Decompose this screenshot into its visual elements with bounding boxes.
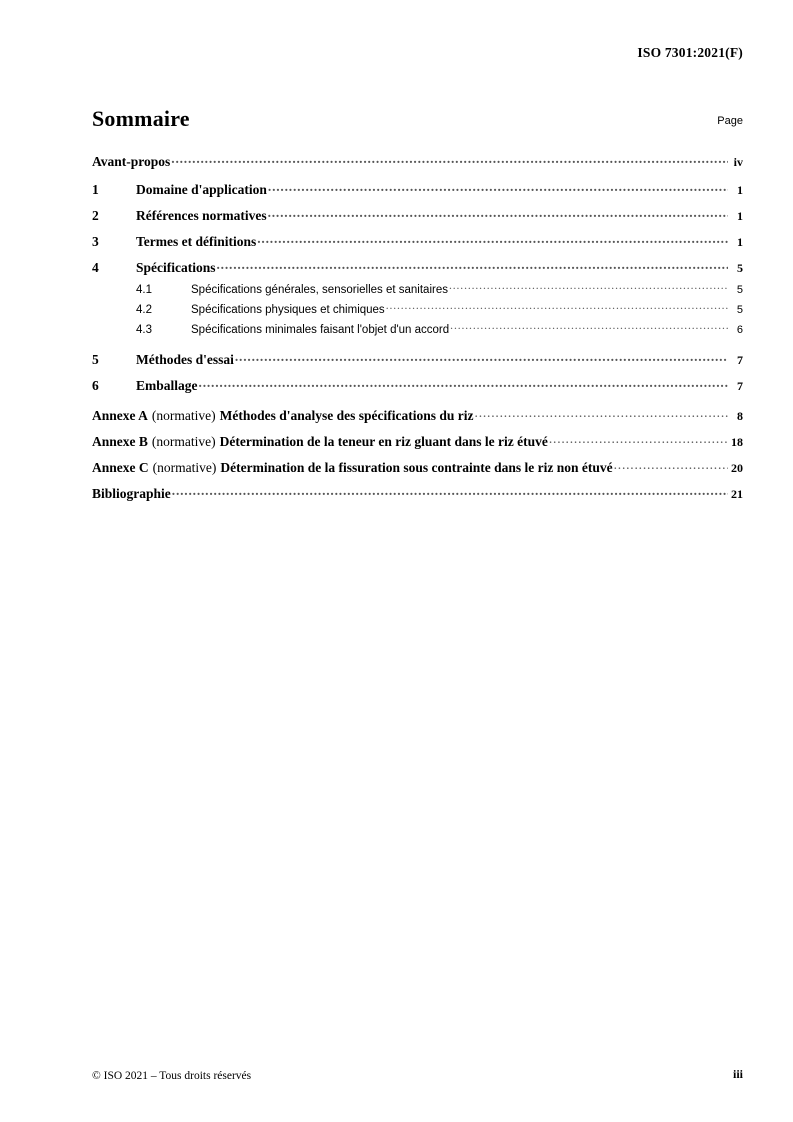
toc-entry-number: 4.3 — [136, 323, 152, 336]
toc-leader — [268, 206, 728, 220]
toc-leader — [268, 180, 728, 194]
toc-entry-label: Spécifications minimales faisant l'objet d'un accord — [191, 323, 450, 336]
toc-entry-page: 7 — [737, 378, 743, 393]
toc-annex-name: Annexe A — [92, 407, 148, 423]
toc-entry-clause-4-2[interactable] — [92, 301, 743, 316]
toc-leader — [235, 350, 728, 364]
toc-entry-number: 2 — [92, 207, 99, 223]
toc-entry-label: Bibliographie — [92, 485, 171, 501]
toc-entry-label: Références normatives — [136, 207, 267, 223]
toc-entry-label: Emballage — [136, 377, 198, 393]
toc-entry-avant-propos[interactable] — [92, 152, 743, 168]
toc-entry-annex-a[interactable] — [92, 406, 743, 422]
toc-leader — [475, 406, 728, 420]
toc-entry-clause-2[interactable] — [92, 206, 743, 222]
toc-entry-clause-4-1[interactable] — [92, 281, 743, 296]
toc-leader — [614, 458, 728, 472]
toc-entry-clause-1[interactable] — [92, 180, 743, 196]
toc-entry-page: 8 — [737, 408, 743, 423]
toc-entry-number: 5 — [92, 351, 99, 367]
toc-entry-clause-4-3[interactable] — [92, 321, 743, 336]
toc-annex-title: Détermination de la teneur en riz gluant dans le riz étuvé — [219, 433, 548, 449]
toc-leader — [199, 376, 728, 390]
toc-entry-page: 7 — [737, 352, 743, 367]
document-identifier: ISO 7301:2021(F) — [637, 45, 743, 60]
toc-entry-page: iv — [733, 154, 743, 169]
toc-entry-annex-c[interactable] — [92, 458, 743, 474]
footer-page-number: iii — [732, 1067, 743, 1081]
toc-entry-number: 3 — [92, 233, 99, 249]
toc-annex-title: Méthodes d'analyse des spécifications du riz — [219, 407, 474, 423]
toc-entry-number: 1 — [92, 181, 99, 197]
toc-entry-label: Avant-propos — [92, 153, 171, 169]
footer-copyright: © ISO 2021 – Tous droits réservés — [92, 1070, 252, 1082]
toc-leader — [386, 301, 728, 313]
toc-entry-label: Spécifications physiques et chimiques — [191, 303, 385, 316]
toc-leader — [257, 232, 728, 246]
toc-entry-annex-b[interactable] — [92, 432, 743, 448]
toc-entry-clause-3[interactable] — [92, 232, 743, 248]
toc-entry-label: Spécifications générales, sensorielles et sanitaires — [191, 283, 448, 296]
toc-entry-page: 1 — [737, 234, 743, 249]
toc-entry-label: Spécifications — [136, 259, 216, 275]
toc-leader — [450, 321, 728, 333]
toc-entry-label: Méthodes d'essai — [136, 351, 234, 367]
toc-annex-name: Annexe C — [92, 459, 149, 475]
toc-leader — [217, 258, 729, 272]
table-of-contents — [92, 152, 743, 508]
toc-entry-page: 5 — [736, 283, 743, 296]
toc-entry-number: 6 — [92, 377, 99, 393]
toc-entry-page: 20 — [731, 460, 743, 475]
toc-entry-label: Termes et définitions — [136, 233, 257, 249]
toc-entry-number: 4 — [92, 259, 99, 275]
toc-entry-page: 1 — [737, 208, 743, 223]
toc-entry-clause-4[interactable] — [92, 258, 743, 274]
toc-leader — [549, 432, 728, 446]
toc-annex-type: (normative) — [151, 433, 216, 449]
toc-leader — [449, 281, 728, 293]
toc-entry-clause-5[interactable] — [92, 350, 743, 366]
page-title: Sommaire — [92, 106, 190, 131]
toc-entry-page: 5 — [737, 260, 743, 275]
toc-entry-label: Domaine d'application — [136, 181, 267, 197]
toc-annex-type: (normative) — [151, 407, 216, 423]
toc-entry-page: 18 — [731, 434, 743, 449]
title-row — [92, 106, 743, 132]
toc-entry-page: 5 — [736, 303, 743, 316]
toc-entry-page: 21 — [731, 486, 743, 501]
toc-annex-name: Annexe B — [92, 433, 148, 449]
toc-entry-bibliography[interactable] — [92, 484, 743, 500]
toc-annex-type: (normative) — [152, 459, 217, 475]
page-column-label: Page — [717, 115, 743, 127]
toc-annex-title: Détermination de la fissuration sous contrainte dans le riz non étuvé — [220, 459, 613, 475]
toc-leader — [171, 152, 728, 166]
toc-entry-page: 1 — [737, 182, 743, 197]
toc-leader — [172, 484, 728, 498]
toc-entry-clause-6[interactable] — [92, 376, 743, 392]
toc-entry-number: 4.1 — [136, 283, 152, 296]
toc-entry-number: 4.2 — [136, 303, 152, 316]
toc-entry-page: 6 — [736, 323, 743, 336]
